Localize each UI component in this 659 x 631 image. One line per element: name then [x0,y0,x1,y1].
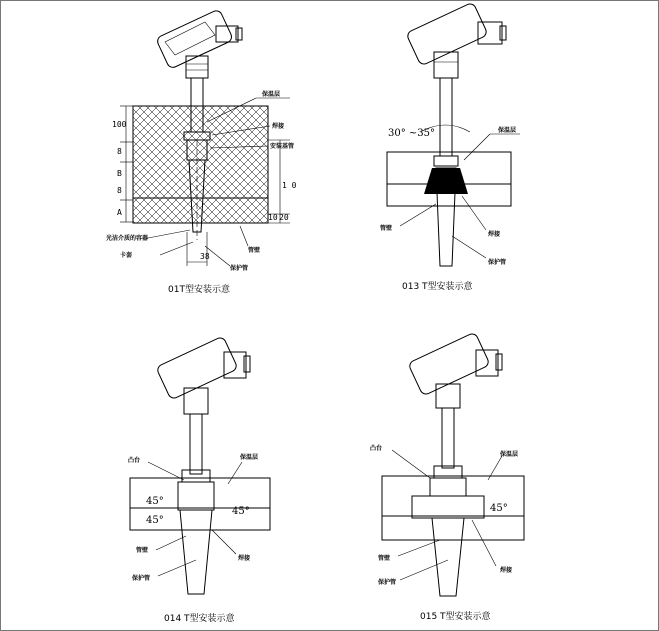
dim-100: 100 [112,120,127,129]
caption-015: 015 T型安装示意 [420,612,491,622]
junction-head [406,2,506,78]
panel-014 [128,336,270,624]
angle-45: 45° [490,503,508,514]
label-boss: 凸台 [370,445,383,452]
caption-01: 01T型安装示意 [168,285,230,295]
label-pipe-wall: 管壁 [380,225,393,232]
junction-head [408,332,502,408]
angle-45-c: 45° [232,506,250,517]
label-pipe-wall: 管壁 [378,555,391,562]
dim-b: B [117,169,122,178]
label-container: 光洁介质的容器 [106,235,149,242]
dim-8a: 8 [117,147,122,156]
label-pipe-wall: 管壁 [248,247,261,254]
label-protect-tube: 保护管 [378,579,397,586]
label-insulation: 保温层 [240,454,259,461]
label-boss: 凸台 [128,457,141,464]
label-weld: 焊接 [488,231,501,238]
panel-01 [106,9,297,295]
dim-10-vertical: 1 0 [282,181,297,190]
junction-head [156,336,250,414]
dim-38: 38 [200,252,210,261]
dim-8b: 8 [117,186,122,195]
label-weld: 焊接 [500,567,513,574]
label-weld: 焊接 [238,555,251,562]
junction-head [156,9,242,78]
label-mount-tube: 安装基管 [270,143,295,150]
angle-45-b: 45° [146,515,164,526]
label-sleeve: 卡套 [120,252,133,259]
label-protect-tube: 保护管 [488,259,507,266]
angle-30-35: 30° ~35° [388,128,436,139]
insulation-layer [133,106,268,223]
panel-015 [370,332,524,622]
label-protect-tube: 保护管 [230,265,249,272]
label-insulation: 保温层 [498,127,517,134]
dim-a: A [117,208,122,217]
angle-45-a: 45° [146,496,164,507]
panel-013 [379,2,520,292]
label-weld: 焊接 [272,123,285,130]
label-pipe-wall: 管壁 [136,547,149,554]
dim-10: 10 [268,213,278,222]
label-insulation: 保温层 [500,451,519,458]
label-protect-tube: 保护管 [132,575,151,582]
dim-20: 20 [279,213,289,222]
caption-014: 014 T型安装示意 [164,614,235,624]
label-insulation: 保温层 [262,91,281,98]
caption-013: 013 T型安装示意 [402,282,473,292]
pipe-wall [382,516,524,540]
